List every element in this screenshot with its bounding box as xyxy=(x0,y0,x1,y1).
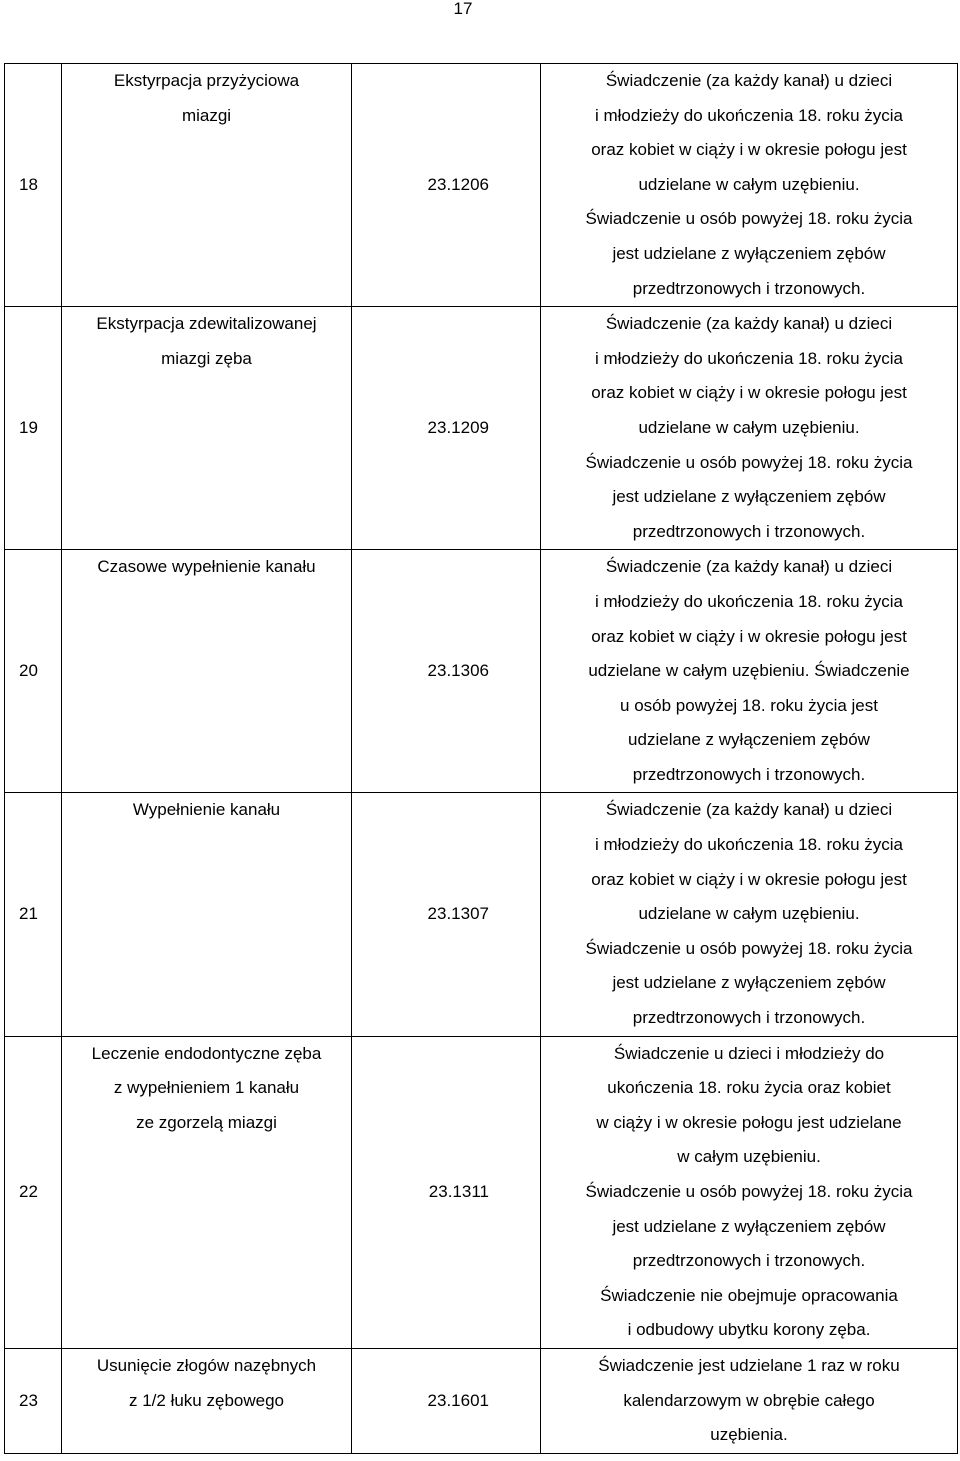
procedures-table xyxy=(4,63,958,1454)
description-line: i młodzieży do ukończenia 18. roku życia xyxy=(594,591,904,611)
description-line: udzielane w całym uzębieniu. xyxy=(638,904,860,924)
description-line: Świadczenie u osób powyżej 18. roku życia xyxy=(585,1182,913,1201)
row-number: 21 xyxy=(5,793,62,1036)
procedure-description xyxy=(541,1348,958,1453)
description-line: i młodzieży do ukończenia 18. roku życia xyxy=(594,348,904,368)
procedure-code: 23.1306 xyxy=(352,550,541,793)
description-line: oraz kobiet w ciąży i w okresie połogu jest xyxy=(591,626,907,646)
table-row xyxy=(5,64,958,307)
description-line: kalendarzowym w obrębie całego xyxy=(623,1390,875,1410)
procedure-name-line: z 1/2 łuku zębowego xyxy=(129,1390,284,1410)
description-line: jest udzielane z wyłączeniem zębów xyxy=(612,973,886,993)
description-line: przedtrzonowych i trzonowych. xyxy=(632,521,866,541)
row-number: 22 xyxy=(5,1036,62,1348)
procedure-name-line: Ekstyrpacja przyżyciowa xyxy=(113,71,300,90)
procedure-name-line: Usunięcie złogów nazębnych xyxy=(96,1355,317,1375)
description-line: Świadczenie u osób powyżej 18. roku życia xyxy=(585,209,913,229)
page-number: 17 xyxy=(453,0,473,18)
procedure-description xyxy=(541,793,958,1036)
description-line: udzielane z wyłączeniem zębów xyxy=(628,730,870,750)
table-row xyxy=(5,1036,958,1348)
procedure-description xyxy=(541,307,958,550)
description-line: udzielane w całym uzębieniu. xyxy=(638,417,860,437)
table-row xyxy=(5,550,958,793)
description-line: przedtrzonowych i trzonowych. xyxy=(632,278,866,298)
procedure-name-line: Ekstyrpacja zdewitalizowanej xyxy=(96,314,317,334)
description-line: przedtrzonowych i trzonowych. xyxy=(632,1251,866,1271)
procedure-name-line: miazgi xyxy=(181,105,232,125)
procedure-name-line: Leczenie endodontyczne zęba xyxy=(91,1043,322,1063)
description-line: i odbudowy ubytku korony zęba. xyxy=(627,1320,871,1340)
procedure-code: 23.1206 xyxy=(352,64,541,307)
procedure-name xyxy=(62,550,352,793)
procedure-name xyxy=(62,1036,352,1348)
description-line: oraz kobiet w ciąży i w okresie połogu jest xyxy=(591,140,907,160)
description-line: i młodzieży do ukończenia 18. roku życia xyxy=(594,835,904,855)
description-line: Świadczenie (za każdy kanał) u dzieci xyxy=(605,71,893,90)
table-row xyxy=(5,793,958,1036)
procedure-name xyxy=(62,64,352,307)
procedure-name-line: z wypełnieniem 1 kanału xyxy=(113,1078,300,1098)
description-line: u osób powyżej 18. roku życia jest xyxy=(620,695,878,715)
description-line: udzielane w całym uzębieniu. Świadczenie xyxy=(588,661,910,681)
description-line: Świadczenie jest udzielane 1 raz w roku xyxy=(598,1355,900,1375)
row-number: 18 xyxy=(5,64,62,307)
description-line: Świadczenie (za każdy kanał) u dzieci xyxy=(605,314,893,334)
description-line: Świadczenie (za każdy kanał) u dzieci xyxy=(605,800,893,820)
procedure-description xyxy=(541,64,958,307)
procedure-name-line: miazgi zęba xyxy=(161,348,252,368)
row-number: 19 xyxy=(5,307,62,550)
description-line: jest udzielane z wyłączeniem zębów xyxy=(612,243,886,263)
table-row xyxy=(5,307,958,550)
description-line: oraz kobiet w ciąży i w okresie połogu jest xyxy=(591,869,907,889)
procedure-code: 23.1311 xyxy=(352,1036,541,1348)
description-line: w ciąży i w okresie połogu jest udzielane xyxy=(596,1112,902,1132)
procedure-code: 23.1209 xyxy=(352,307,541,550)
row-number: 23 xyxy=(5,1348,62,1453)
procedure-code: 23.1307 xyxy=(352,793,541,1036)
description-line: i młodzieży do ukończenia 18. roku życia xyxy=(594,105,904,125)
description-line: uzębienia. xyxy=(710,1425,788,1445)
description-line: Świadczenie u dzieci i młodzieży do xyxy=(613,1043,885,1063)
procedure-name-line: Wypełnienie kanału xyxy=(132,800,281,820)
procedure-code: 23.1601 xyxy=(352,1348,541,1453)
description-line: udzielane w całym uzębieniu. xyxy=(638,174,860,194)
procedure-name-line: ze zgorzelą miazgi xyxy=(136,1112,277,1132)
description-line: w całym uzębieniu. xyxy=(677,1147,821,1167)
description-line: oraz kobiet w ciąży i w okresie połogu jest xyxy=(591,383,907,403)
description-line: jest udzielane z wyłączeniem zębów xyxy=(612,487,886,507)
description-line: Świadczenie (za każdy kanał) u dzieci xyxy=(605,557,893,577)
description-line: przedtrzonowych i trzonowych. xyxy=(632,1008,866,1028)
description-line: Świadczenie u osób powyżej 18. roku życia xyxy=(585,452,913,472)
description-line: Świadczenie u osób powyżej 18. roku życia xyxy=(585,938,913,958)
procedure-name xyxy=(62,307,352,550)
procedure-name xyxy=(62,793,352,1036)
procedure-description xyxy=(541,1036,958,1348)
description-line: przedtrzonowych i trzonowych. xyxy=(632,764,866,784)
procedure-name-line: Czasowe wypełnienie kanału xyxy=(97,557,316,577)
description-line: jest udzielane z wyłączeniem zębów xyxy=(612,1216,886,1236)
description-line: Świadczenie nie obejmuje opracowania xyxy=(600,1285,898,1305)
procedure-description xyxy=(541,550,958,793)
table-row xyxy=(5,1348,958,1453)
description-line: ukończenia 18. roku życia oraz kobiet xyxy=(607,1078,891,1098)
row-number: 20 xyxy=(5,550,62,793)
procedure-name xyxy=(62,1348,352,1453)
